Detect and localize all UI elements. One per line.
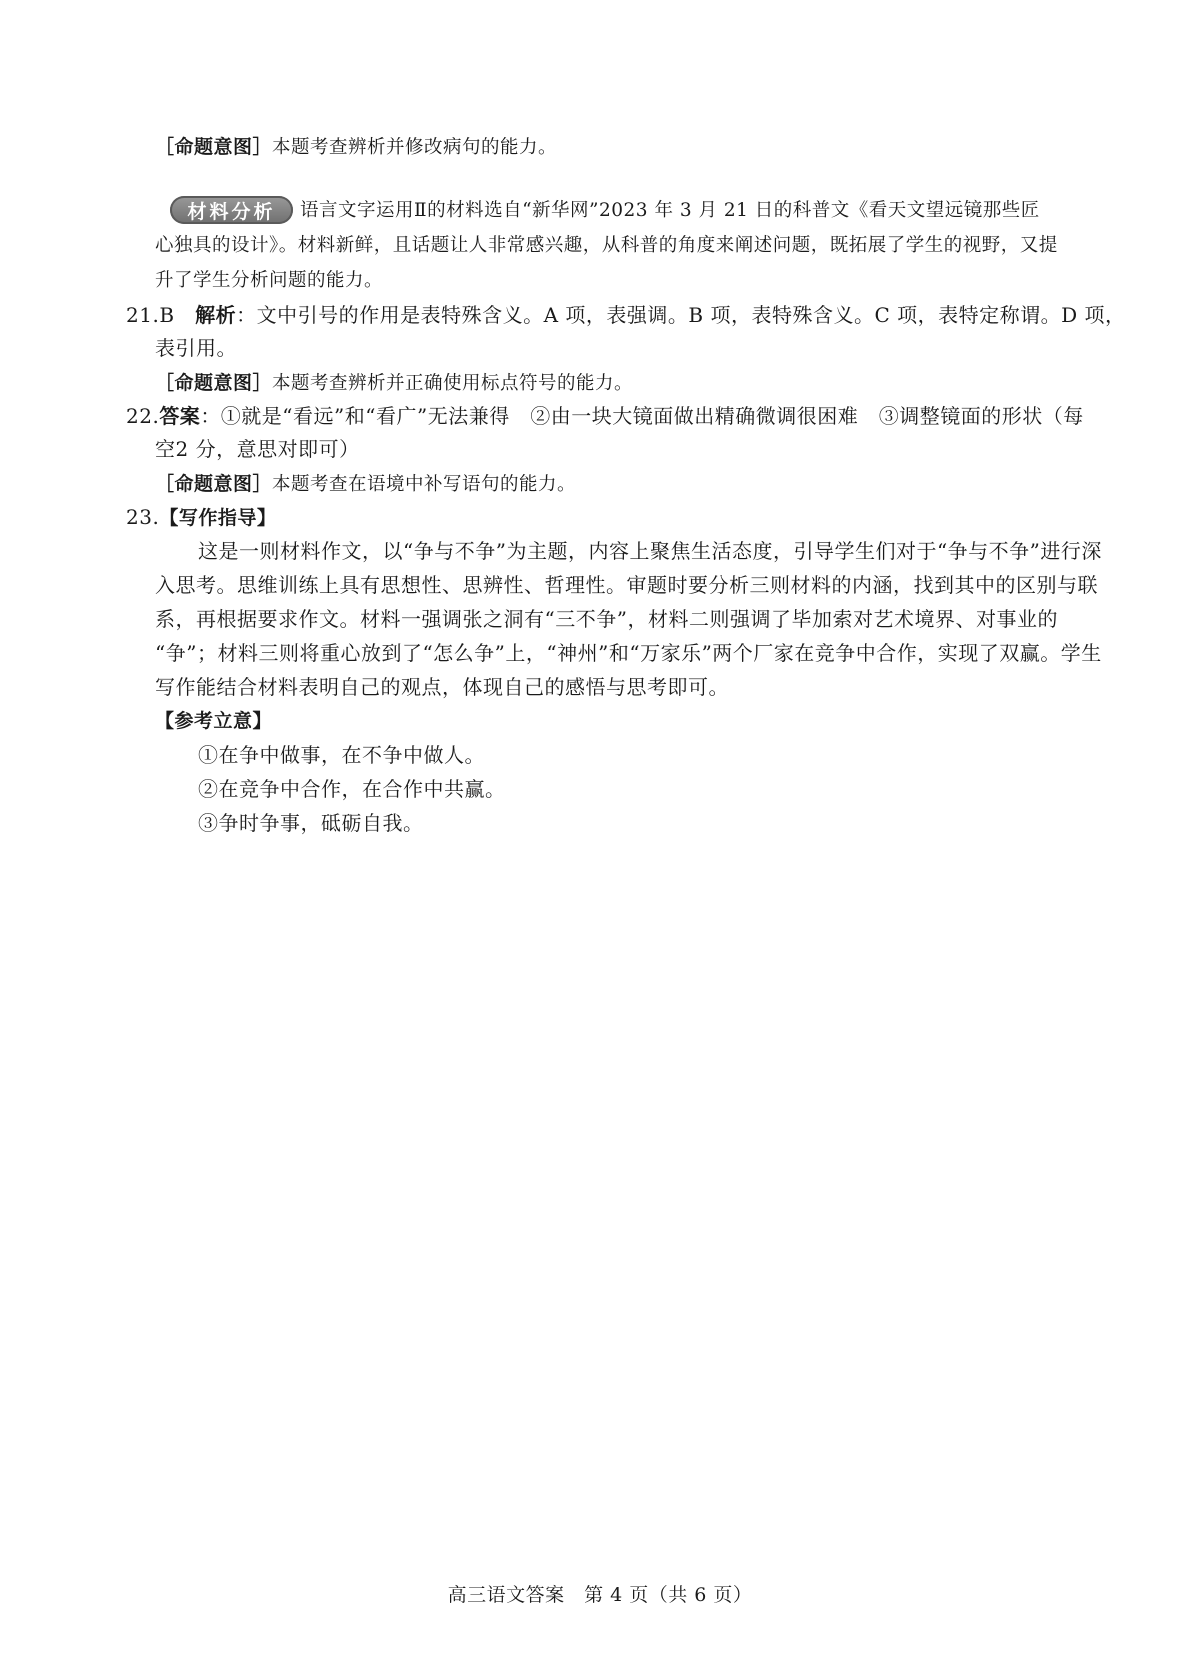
- q22-text-1: ：①就是“看远”和“看广”无法兼得 ②由一块大镜面做出精确微调很困难 ③调整镜面的形状（每: [200, 404, 1084, 428]
- material-line-2: 心独具的设计》。材料新鲜，且话题让人非常感兴趣，从科普的角度来阐述问题，既拓展了学生的视野，又提: [155, 235, 1058, 256]
- q21-label: 解析: [195, 303, 237, 327]
- q23-ref-item-3: ③争时争事，砥砺自我。: [198, 811, 424, 835]
- q22-number: 22.: [126, 404, 160, 428]
- intent-tag: ［命题意图］: [155, 473, 273, 495]
- q22-line-1: [126, 401, 1084, 431]
- q23-number: 23.: [126, 505, 160, 529]
- page-footer: 高三语文答案 第 4 页（共 6 页）: [447, 1584, 753, 1606]
- material-line-1: 语言文字运用Ⅱ的材料选自“新华网”2023 年 3 月 21 日的科普文《看天文望远镜那些匠: [300, 200, 1040, 221]
- q21-text-1: ：文中引号的作用是表特殊含义。A 项，表强调。B 项，表特殊含义。C 项，表特定称谓。D 项，: [236, 303, 1126, 327]
- q23-para-line-5: 写作能结合材料表明自己的观点，体现自己的感悟与思考即可。: [155, 675, 729, 699]
- q22-line-2: 空2 分，意思对即可）: [155, 437, 360, 461]
- q21-intent-line: [155, 367, 633, 399]
- intent-text: 本题考查在语境中补写语句的能力。: [272, 474, 577, 495]
- q23-heading: 【写作指导】: [159, 507, 277, 529]
- q22-intent-line: [155, 468, 576, 500]
- q23-heading-line: [126, 502, 276, 533]
- q23-para-line-4: “争”；材料三则将重心放到了“怎么争”上，“神州”和“万家乐”两个厂家在竞争中合作，实现了双赢。学生: [155, 641, 1102, 665]
- intent-text: 本题考查辨析并正确使用标点符号的能力。: [272, 373, 634, 394]
- q23-ref-heading: 【参考立意】: [155, 710, 273, 732]
- q22-label: 答案: [159, 404, 201, 428]
- intent-tag: ［命题意图］: [155, 372, 273, 394]
- q23-para-line-3: 系，再根据要求作文。材料一强调张之洞有“三不争”，材料二则强调了毕加索对艺术境界、对事业的: [155, 607, 1058, 631]
- badge-label: 材料分析: [187, 200, 276, 223]
- q21-number: 21.: [126, 303, 160, 327]
- q23-ref-item-2: ②在竞争中合作，在合作中共赢。: [198, 777, 506, 801]
- top-intent-line: [155, 131, 557, 163]
- q21-line-1: [126, 300, 1126, 330]
- q21-answer: B: [159, 303, 175, 327]
- intent-tag: ［命题意图］: [155, 136, 273, 158]
- q23-para-line-1: 这是一则材料作文，以“争与不争”为主题，内容上聚焦生活态度，引导学生们对于“争与不争”进行深: [198, 539, 1102, 563]
- material-line-3: 升了学生分析问题的能力。: [155, 270, 384, 291]
- q23-ref-item-1: ①在争中做事，在不争中做人。: [198, 743, 485, 767]
- q23-para-line-2: 入思考。思维训练上具有思想性、思辨性、哲理性。审题时要分析三则材料的内涵，找到其中的区别与联: [155, 573, 1098, 597]
- intent-text: 本题考查辨析并修改病句的能力。: [272, 137, 558, 158]
- material-analysis-badge: [170, 196, 293, 224]
- q21-line-2: 表引用。: [155, 336, 237, 360]
